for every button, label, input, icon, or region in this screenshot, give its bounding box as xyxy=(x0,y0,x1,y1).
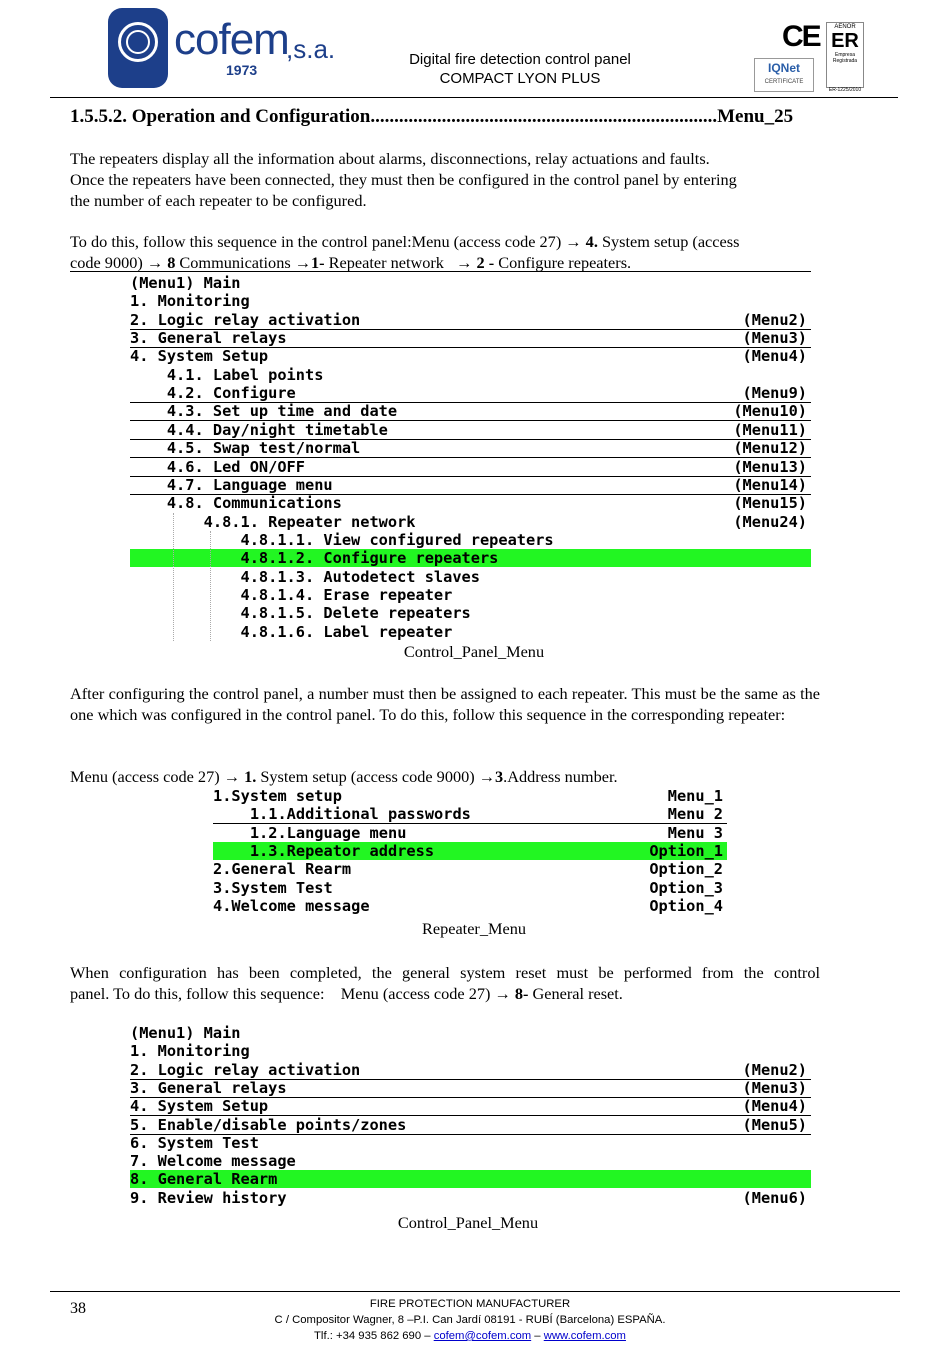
menu-row-label: 4.8.1.2. Configure repeaters xyxy=(130,549,499,568)
text-run: .Address number. xyxy=(503,767,618,786)
menu-row-code: (Menu5) xyxy=(742,1115,807,1134)
menu-row-code: (Menu6) xyxy=(742,1188,807,1207)
menu-row xyxy=(130,531,811,549)
menu-row xyxy=(130,623,811,641)
menu-row xyxy=(130,1116,811,1135)
menu-row-code: (Menu10) xyxy=(733,402,807,421)
menu-row xyxy=(130,292,811,310)
text-run: To do this, follow this sequence in the control panel:Menu (access code 27) → xyxy=(70,232,586,251)
menu-row-label: 1.2.Language menu xyxy=(213,823,407,842)
menu-row xyxy=(130,329,811,348)
logo-year: 1973 xyxy=(226,62,258,78)
text-run-bold: 8 xyxy=(167,253,176,272)
menu-row-selected xyxy=(213,842,727,860)
document-header-title xyxy=(380,50,660,88)
menu-row xyxy=(213,897,727,915)
menu-row-label: 8. General Rearm xyxy=(130,1170,278,1189)
menu-row xyxy=(130,1134,811,1152)
menu-row xyxy=(130,1042,811,1060)
page-number: 38 xyxy=(70,1300,86,1317)
paragraph-line: Once the repeaters have been connected, they must then be configured in the control panel by entering xyxy=(70,170,737,189)
menu-row-label: 5. Enable/disable points/zones xyxy=(130,1115,407,1134)
iqnet-label: IQNet xyxy=(767,61,800,75)
menu-row xyxy=(213,805,727,824)
header-title-line1: Digital fire detection control panel xyxy=(409,51,631,68)
menu-row xyxy=(213,879,727,897)
menu-row-label: 3. General relays xyxy=(130,1078,287,1097)
footer-line: FIRE PROTECTION MANUFACTURER xyxy=(369,1298,571,1310)
menu-row xyxy=(130,311,811,330)
menu-row xyxy=(130,568,811,586)
menu-row-code: (Menu24) xyxy=(733,512,807,531)
menu-row-label: 4.8.1.6. Label repeater xyxy=(130,622,453,641)
menu-row-code: (Menu3) xyxy=(742,329,807,348)
menu-row xyxy=(130,604,811,622)
menu-row-code: Menu 3 xyxy=(667,823,723,842)
footer-phone: Tlf.: +34 935 862 690 – xyxy=(314,1330,434,1342)
website-link[interactable]: www.cofem.com xyxy=(543,1330,626,1342)
tree-guide-line xyxy=(173,513,174,641)
menu-row-label: (Menu1) Main xyxy=(130,1024,241,1042)
menu-row xyxy=(213,824,727,842)
aenor-er-mark: ER xyxy=(831,30,859,52)
menu-row-code: Option_1 xyxy=(649,841,723,860)
menu-row xyxy=(130,384,811,403)
tree-guide-line xyxy=(210,531,211,641)
menu-row xyxy=(130,1097,811,1116)
logo-emblem-icon xyxy=(108,8,168,88)
text-run-bold: 1. xyxy=(244,767,257,786)
menu-row-label: 4.2. Configure xyxy=(130,384,296,403)
menu-row-code: (Menu11) xyxy=(733,420,807,439)
menu-row xyxy=(130,1024,811,1042)
paragraph-line: The repeaters display all the information about alarms, disconnections, relay actuations and faults. xyxy=(70,149,710,168)
text-run-bold: 2 - xyxy=(476,253,495,272)
logo-suffix: ,s.a. xyxy=(286,34,336,64)
menu-row-code: (Menu4) xyxy=(742,1097,807,1116)
menu-row-code: (Menu12) xyxy=(733,439,807,458)
menu-row-label: 4.7. Language menu xyxy=(130,475,333,494)
text-run: Repeater network → xyxy=(324,253,477,272)
menu-row-code: (Menu3) xyxy=(742,1078,807,1097)
section-title: 1.5.5.2. Operation and Configuration.........................................................................Menu_25 xyxy=(70,106,794,127)
figure-top-rule xyxy=(70,271,811,272)
menu-row-label: 2. Logic relay activation xyxy=(130,310,361,329)
menu-row-code: (Menu4) xyxy=(742,347,807,366)
paragraph-panel-sequence xyxy=(70,231,820,273)
menu-row-code: (Menu14) xyxy=(733,475,807,494)
menu-row xyxy=(130,347,811,365)
text-run: General reset. xyxy=(528,984,623,1003)
paragraph-repeater-assign: After configuring the control panel, a number must then be assigned to each repeater. This must be the same as the one which was configured in the control panel. To do this, follow this sequence in the corresponding repeater: xyxy=(70,684,820,724)
menu-row-label: 6. System Test xyxy=(130,1133,259,1152)
aenor-badge xyxy=(826,22,864,88)
aenor-code: ER-1225/2010 xyxy=(828,87,862,93)
menu-row-label: 4.5. Swap test/normal xyxy=(130,439,361,458)
text-run: code 9000) → xyxy=(70,253,168,272)
figure-caption: Control_Panel_Menu xyxy=(397,1213,539,1232)
menu-row-code: Option_3 xyxy=(649,878,723,897)
aenor-sub-label: Empresa Registrada xyxy=(832,52,858,64)
company-logo xyxy=(108,8,336,88)
menu-row-label: 4.8. Communications xyxy=(130,494,342,513)
menu-row-label: 1.System setup xyxy=(213,787,342,805)
footer-separator: – xyxy=(531,1330,544,1342)
menu-row-label: 9. Review history xyxy=(130,1188,287,1207)
control-panel-menu-screen xyxy=(130,274,811,644)
repeater-menu-screen xyxy=(213,787,727,915)
menu-row-code: (Menu2) xyxy=(742,1060,807,1079)
menu-row xyxy=(130,421,811,440)
menu-row-code: Option_2 xyxy=(649,860,723,879)
header-title-line2: COMPACT LYON PLUS xyxy=(439,70,601,87)
menu-row-code: Menu_1 xyxy=(667,787,723,805)
menu-row-label: 1. Monitoring xyxy=(130,1042,250,1061)
menu-row-label: 2.General Rearm xyxy=(213,860,352,879)
menu-row xyxy=(130,439,811,458)
menu-row-label: 3. General relays xyxy=(130,329,287,348)
text-run: System setup (access xyxy=(597,232,740,251)
menu-row xyxy=(130,1079,811,1098)
menu-row-code: (Menu13) xyxy=(733,457,807,476)
menu-row-label: 4.3. Set up time and date xyxy=(130,402,398,421)
menu-row xyxy=(213,787,727,805)
menu-row-selected xyxy=(130,1170,811,1188)
menu-row-label: 4.8.1.1. View configured repeaters xyxy=(130,530,554,549)
footer-contact xyxy=(200,1328,740,1344)
iqnet-certificate-badge xyxy=(754,58,814,92)
footer-address: C / Compositor Wagner, 8 –P.I. Can Jardí 08191 - RUBÍ (Barcelona) ESPAÑA. xyxy=(274,1314,666,1326)
paragraph-intro xyxy=(70,148,820,211)
menu-row xyxy=(213,860,727,878)
menu-row-label: 4. System Setup xyxy=(130,347,269,366)
menu-row xyxy=(130,1061,811,1080)
paragraph-line: When configuration has been completed, the general system reset must be performed from the control xyxy=(70,963,820,982)
menu-row-label: (Menu1) Main xyxy=(130,274,241,292)
menu-row-label: 1.3.Repeator address xyxy=(213,841,435,860)
text-run: panel. To do this, follow this sequence: Menu (access code 27) → xyxy=(70,984,515,1003)
text-run-bold: 3 xyxy=(495,767,504,786)
menu-row-label: 4.8.1.5. Delete repeaters xyxy=(130,604,471,623)
text-run: Communications → xyxy=(175,253,312,272)
paragraph-repeater-sequence xyxy=(70,766,820,787)
menu-row-label: 4.8.1.4. Erase repeater xyxy=(130,585,453,604)
menu-row xyxy=(130,513,811,531)
menu-row xyxy=(130,1189,811,1207)
menu-row-selected xyxy=(130,549,811,567)
menu-row-code: (Menu2) xyxy=(742,310,807,329)
menu-row-code: (Menu9) xyxy=(742,384,807,403)
menu-row-code: Option_4 xyxy=(649,896,723,915)
menu-row-label: 4.6. Led ON/OFF xyxy=(130,457,305,476)
menu-row xyxy=(130,366,811,384)
iqnet-sub-label: CERTIFICATE xyxy=(764,79,804,85)
menu-row-label: 4. System Setup xyxy=(130,1097,269,1116)
logo-wordmark: cofem xyxy=(174,15,289,64)
footer-divider xyxy=(50,1291,900,1292)
control-panel-main-menu-screen xyxy=(130,1024,811,1208)
menu-row xyxy=(130,402,811,421)
email-link[interactable]: cofem@cofem.com xyxy=(433,1330,532,1342)
menu-row-label: 7. Welcome message xyxy=(130,1152,296,1171)
figure-caption: Control_Panel_Menu xyxy=(403,642,545,661)
menu-row-label: 4.1. Label points xyxy=(130,365,324,384)
header-divider xyxy=(50,97,898,98)
menu-row xyxy=(130,1152,811,1170)
menu-row-label: 2. Logic relay activation xyxy=(130,1060,361,1079)
menu-row-label: 4.4. Day/night timetable xyxy=(130,420,388,439)
paragraph-line: the number of each repeater to be configured. xyxy=(70,191,367,210)
menu-row xyxy=(130,458,811,477)
paragraph-general-reset xyxy=(70,962,820,1004)
ce-mark-icon: CE xyxy=(782,20,820,53)
aenor-label: AENOR xyxy=(834,24,856,30)
figure-caption: Repeater_Menu xyxy=(422,919,526,938)
text-run-bold: 1- xyxy=(311,253,325,272)
menu-row-code: Menu 2 xyxy=(667,805,723,824)
menu-row xyxy=(130,494,811,512)
menu-row-label: 1. Monitoring xyxy=(130,292,250,311)
menu-row-label: 4.8.1. Repeater network xyxy=(130,512,416,531)
menu-row-label: 4.8.1.3. Autodetect slaves xyxy=(130,567,480,586)
text-run: Menu (access code 27) → xyxy=(70,767,245,786)
text-run-bold: 4. xyxy=(585,232,598,251)
menu-row-label: 4.Welcome message xyxy=(213,896,370,915)
menu-row-label: 1.1.Additional passwords xyxy=(213,805,471,824)
menu-row xyxy=(130,274,811,292)
menu-row-code: (Menu15) xyxy=(733,494,807,513)
text-run-bold: 8- xyxy=(514,984,529,1003)
menu-row xyxy=(130,476,811,495)
menu-row xyxy=(130,586,811,604)
text-run: System setup (access code 9000) → xyxy=(256,767,496,786)
text-run: Configure repeaters. xyxy=(494,253,632,272)
menu-row-label: 3.System Test xyxy=(213,878,333,897)
